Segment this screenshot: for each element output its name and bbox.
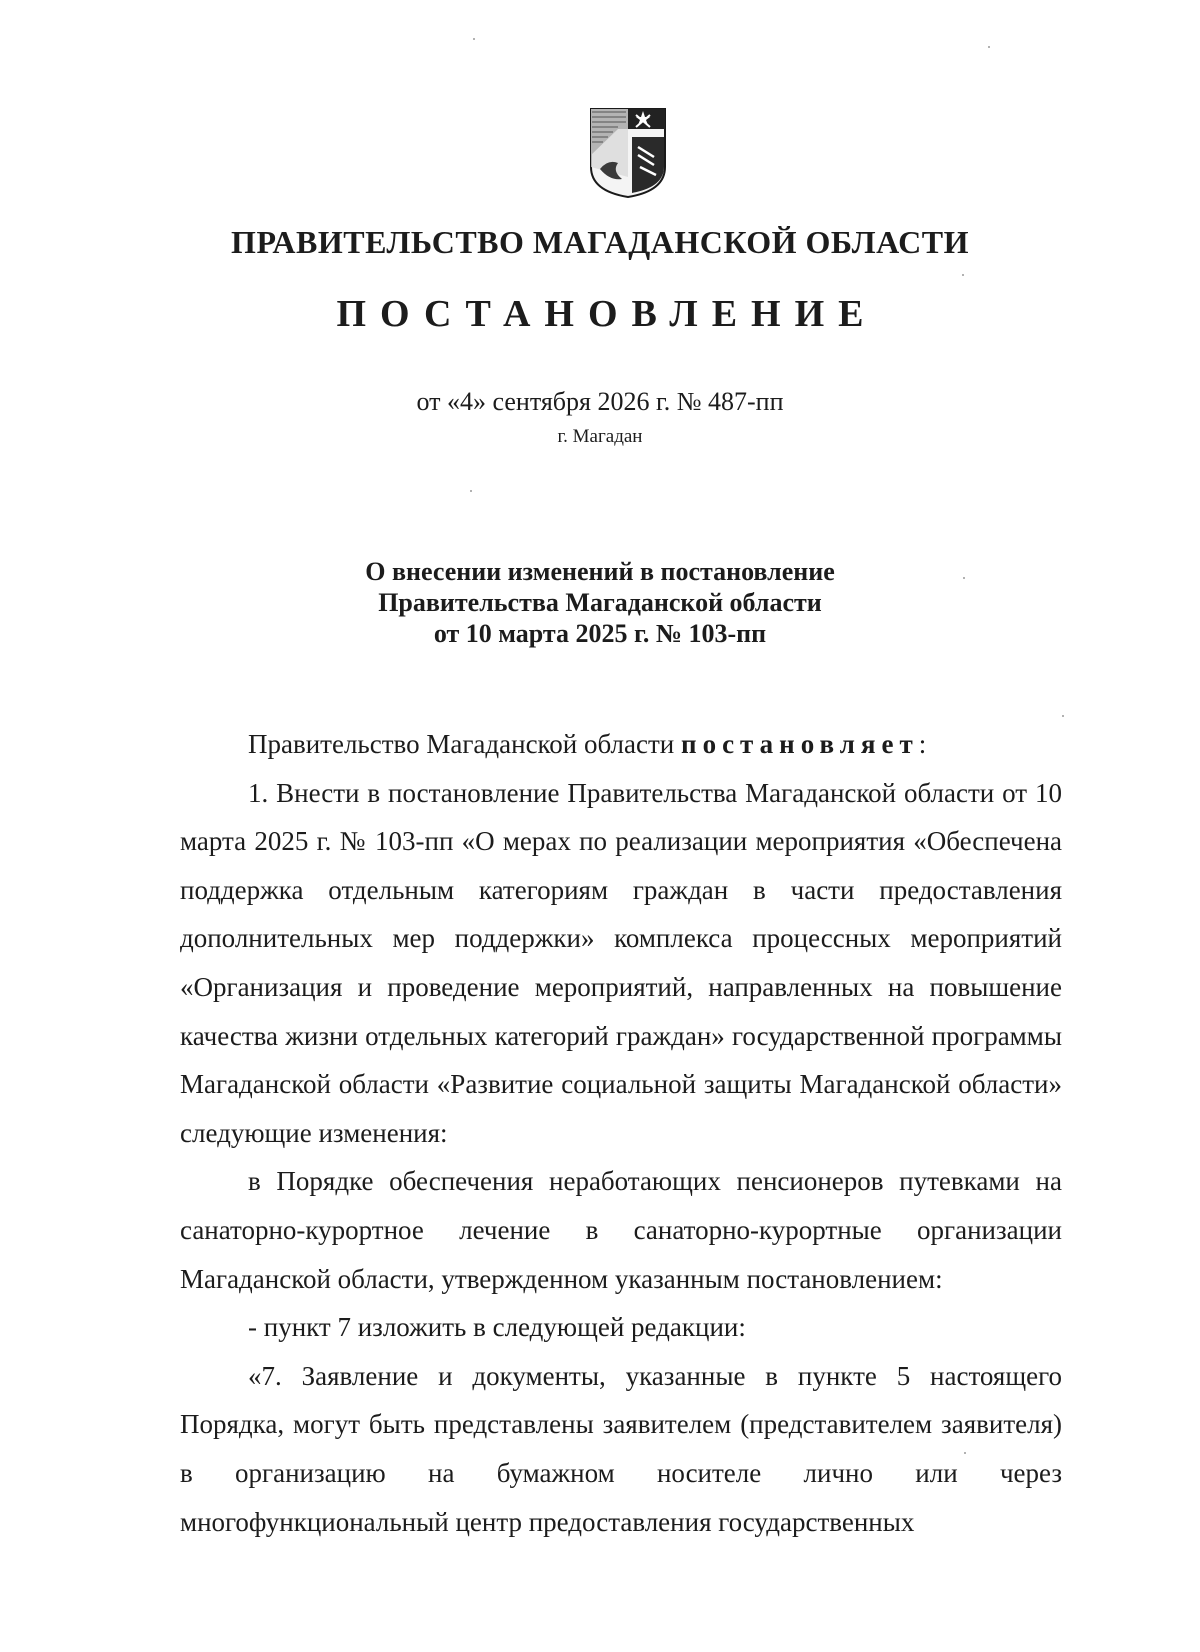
document-body xyxy=(180,720,1062,1546)
item-1-point-instruction: - пункт 7 изложить в следующей редакции: xyxy=(248,1312,746,1343)
document-subject xyxy=(0,556,1200,649)
preamble-text: Правительство Магаданской области xyxy=(248,729,675,759)
scan-speck xyxy=(473,38,475,40)
scan-speck xyxy=(962,274,964,276)
scan-speck xyxy=(1062,715,1064,717)
scan-speck xyxy=(988,46,990,48)
scan-speck xyxy=(470,490,472,492)
document-date-number: от «4» сентября 2026 г. № 487-пп xyxy=(416,387,784,416)
subject-line-3: от 10 марта 2025 г. № 103-пп xyxy=(433,619,767,648)
preamble-verb: постановляет xyxy=(681,729,919,759)
item-1-paragraph: 1. Внести в постановление Правительства Магаданской области от 10 марта 2025 г. № 103-пп «О мерах по реализации мероприятия «Обеспечена поддержка отдельным категориям граждан в части предоставления дополнительных мер поддержки» комплекса процессных мероприятий «Организация и проведение мероприятий, направленных на повышение качества жизни отдельных категорий граждан» государственной программы Магаданской области «Развитие социальной защиты Магаданской области» следующие изменения: xyxy=(180,777,1062,1148)
subject-line-2: Правительства Магаданской области xyxy=(378,588,822,617)
document-city: г. Магадан xyxy=(557,426,643,447)
preamble-paragraph xyxy=(180,720,1062,769)
scan-speck xyxy=(964,1452,966,1454)
government-title: ПРАВИТЕЛЬСТВО МАГАДАНСКОЙ ОБЛАСТИ xyxy=(231,224,969,260)
coat-of-arms-icon xyxy=(588,107,668,199)
scan-speck xyxy=(963,577,965,579)
item-7-paragraph: «7. Заявление и документы, указанные в пункте 5 настоящего Порядка, могут быть представлены заявителем (представителем заявителя) в организацию на бумажном носителе лично или через многофункциональный центр предоставления государственных xyxy=(180,1360,1062,1537)
subject-line-1: О внесении изменений в постановление xyxy=(365,557,835,586)
preamble-colon: : xyxy=(918,729,927,759)
item-1-subparagraph: в Порядке обеспечения неработающих пенсионеров путевками на санаторно-курортное лечение в санаторно-курортные организации Магаданской области, утвержденном указанным постановлением: xyxy=(180,1166,1062,1294)
document-type: ПОСТАНОВЛЕНИЕ xyxy=(336,293,878,335)
